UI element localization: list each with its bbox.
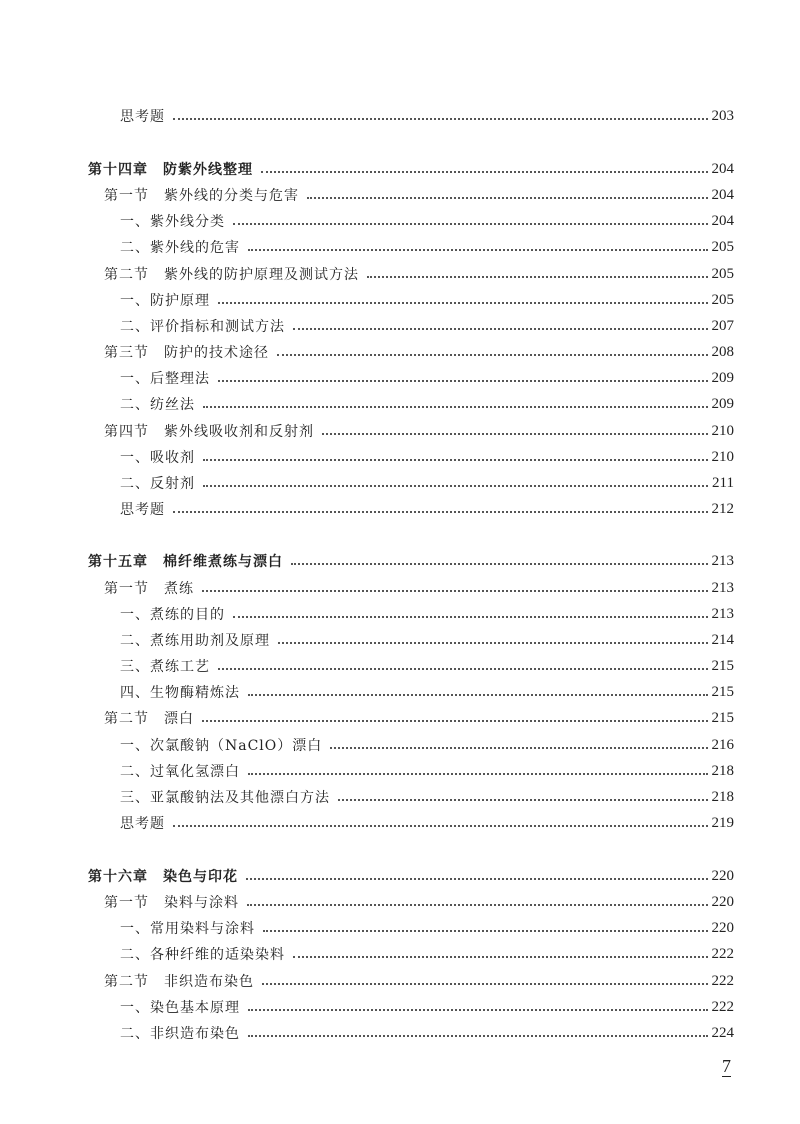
toc-title: 第一节 煮练 xyxy=(104,581,194,597)
toc-page: 210 xyxy=(711,448,734,465)
toc-item xyxy=(0,734,734,756)
toc-title: 第二节 非织造布染色 xyxy=(104,974,254,990)
toc-section xyxy=(0,263,734,285)
toc-section xyxy=(0,577,734,599)
toc-page: 205 xyxy=(711,291,734,308)
toc-title: 二、煮练用助剂及原理 xyxy=(120,633,270,649)
toc-item xyxy=(0,498,734,520)
dot-leader xyxy=(233,616,708,618)
dot-leader xyxy=(203,485,708,487)
toc-page: 214 xyxy=(711,631,734,648)
toc-title: 二、非织造布染色 xyxy=(120,1026,240,1042)
toc-item xyxy=(0,472,734,494)
toc-section xyxy=(0,420,734,442)
dot-leader xyxy=(233,223,708,225)
toc-page: 205 xyxy=(711,265,734,282)
toc-item xyxy=(0,1022,734,1044)
dot-leader xyxy=(203,459,708,461)
toc-page: 207 xyxy=(711,317,734,334)
toc-title: 第二节 紫外线的防护原理及测试方法 xyxy=(104,267,359,283)
toc-section xyxy=(0,970,734,992)
toc-item xyxy=(0,236,734,258)
dot-leader xyxy=(307,197,708,199)
dot-leader xyxy=(248,773,708,775)
toc-page: 224 xyxy=(711,1024,734,1041)
toc-title: 第二节 漂白 xyxy=(104,711,194,727)
toc-title: 第十五章 棉纤维煮练与漂白 xyxy=(88,554,283,570)
toc-page: 215 xyxy=(711,683,734,700)
toc-page: 216 xyxy=(711,736,734,753)
toc-section xyxy=(0,707,734,729)
toc-page: 220 xyxy=(711,893,734,910)
toc-page: 203 xyxy=(711,107,734,124)
toc-chapter xyxy=(0,158,734,180)
toc-title: 第一节 紫外线的分类与危害 xyxy=(104,188,299,204)
dot-leader xyxy=(330,747,707,749)
toc-item xyxy=(0,393,734,415)
toc-title: 第三节 防护的技术途径 xyxy=(104,345,269,361)
toc-title: 思考题 xyxy=(120,816,165,832)
dot-leader xyxy=(218,302,708,304)
toc-title: 一、防护原理 xyxy=(120,293,210,309)
dot-leader xyxy=(293,956,708,958)
toc-title: 一、后整理法 xyxy=(120,371,210,387)
toc-page: 222 xyxy=(711,945,734,962)
toc-title: 四、生物酶精炼法 xyxy=(120,685,240,701)
toc-item xyxy=(0,655,734,677)
toc-title: 一、紫外线分类 xyxy=(120,214,225,230)
toc-page: 204 xyxy=(711,186,734,203)
dot-leader xyxy=(277,354,708,356)
toc-page: 210 xyxy=(711,422,734,439)
toc-item xyxy=(0,105,734,127)
toc-title: 第四节 紫外线吸收剂和反射剂 xyxy=(104,424,314,440)
toc-page: 213 xyxy=(711,605,734,622)
toc-page: 213 xyxy=(711,579,734,596)
toc-page: 204 xyxy=(711,160,734,177)
toc-chapter xyxy=(0,865,734,887)
toc-section xyxy=(0,341,734,363)
toc-title: 一、次氯酸钠（NaClO）漂白 xyxy=(120,738,323,754)
toc-title: 第十六章 染色与印花 xyxy=(88,869,238,885)
toc-page: 212 xyxy=(711,500,734,517)
toc-page: 220 xyxy=(711,919,734,936)
toc-title: 二、纺丝法 xyxy=(120,397,195,413)
dot-leader xyxy=(218,668,708,670)
toc-page: 209 xyxy=(711,369,734,386)
dot-leader xyxy=(173,511,708,513)
toc-item xyxy=(0,629,734,651)
toc-item xyxy=(0,446,734,468)
toc-title: 思考题 xyxy=(120,109,165,125)
toc-page: 213 xyxy=(711,552,734,569)
toc-title: 一、染色基本原理 xyxy=(120,1000,240,1016)
toc-section xyxy=(0,184,734,206)
dot-leader xyxy=(293,328,708,330)
toc-title: 二、评价指标和测试方法 xyxy=(120,319,285,335)
dot-leader xyxy=(248,249,708,251)
dot-leader xyxy=(262,983,708,985)
toc-item xyxy=(0,996,734,1018)
toc-page: 220 xyxy=(711,867,734,884)
toc-item xyxy=(0,812,734,834)
dot-leader xyxy=(261,171,708,173)
dot-leader xyxy=(248,1035,708,1037)
toc-item xyxy=(0,210,734,232)
dot-leader xyxy=(173,118,708,120)
toc-page: 222 xyxy=(711,972,734,989)
toc-item xyxy=(0,786,734,808)
dot-leader xyxy=(338,799,708,801)
toc-item xyxy=(0,289,734,311)
page-number: 7 xyxy=(722,1056,731,1076)
toc-item xyxy=(0,943,734,965)
dot-leader xyxy=(173,825,708,827)
toc-item xyxy=(0,681,734,703)
toc-title: 思考题 xyxy=(120,502,165,518)
toc-item xyxy=(0,315,734,337)
toc-page: 208 xyxy=(711,343,734,360)
toc-title: 第十四章 防紫外线整理 xyxy=(88,162,253,178)
toc-page: 205 xyxy=(711,238,734,255)
toc-section xyxy=(0,891,734,913)
toc-item xyxy=(0,603,734,625)
toc-page: 215 xyxy=(711,709,734,726)
toc-title: 一、吸收剂 xyxy=(120,450,195,466)
toc-title: 二、反射剂 xyxy=(120,476,195,492)
dot-leader xyxy=(291,563,708,565)
toc-title: 二、各种纤维的适染染料 xyxy=(120,947,285,963)
toc-page: 222 xyxy=(711,998,734,1015)
dot-leader xyxy=(202,720,708,722)
dot-leader xyxy=(218,380,708,382)
dot-leader xyxy=(202,590,708,592)
toc-page: 204 xyxy=(711,212,734,229)
dot-leader xyxy=(247,904,708,906)
toc-page: 215 xyxy=(711,657,734,674)
toc-item xyxy=(0,917,734,939)
dot-leader xyxy=(322,433,708,435)
toc-page: 218 xyxy=(711,788,734,805)
toc-title: 三、亚氯酸钠法及其他漂白方法 xyxy=(120,790,330,806)
toc-title: 二、紫外线的危害 xyxy=(120,240,240,256)
toc-page: 209 xyxy=(711,395,734,412)
dot-leader xyxy=(248,694,708,696)
dot-leader xyxy=(248,1009,708,1011)
toc-title: 三、煮练工艺 xyxy=(120,659,210,675)
toc-page: 211 xyxy=(712,474,734,491)
toc-page: 218 xyxy=(711,762,734,779)
toc-title: 一、常用染料与涂料 xyxy=(120,921,255,937)
toc-item xyxy=(0,760,734,782)
dot-leader xyxy=(278,642,708,644)
dot-leader xyxy=(246,878,708,880)
toc-title: 第一节 染料与涂料 xyxy=(104,895,239,911)
toc-chapter xyxy=(0,550,734,572)
dot-leader xyxy=(203,406,708,408)
toc-page: 219 xyxy=(711,814,734,831)
toc-title: 二、过氧化氢漂白 xyxy=(120,764,240,780)
toc-title: 一、煮练的目的 xyxy=(120,607,225,623)
dot-leader xyxy=(367,276,708,278)
toc-item xyxy=(0,367,734,389)
dot-leader xyxy=(263,930,708,932)
